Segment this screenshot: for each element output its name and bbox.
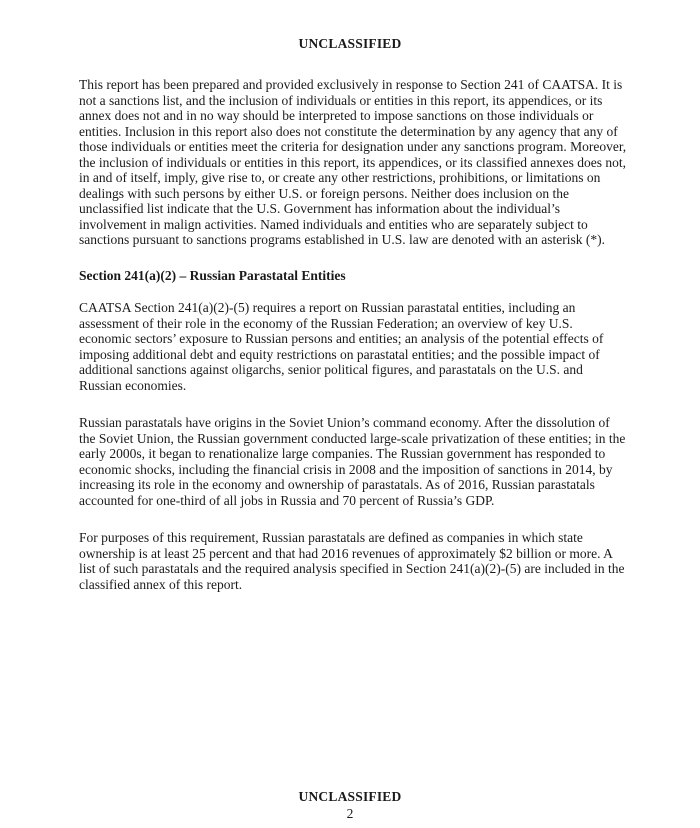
section-heading: Section 241(a)(2) – Russian Parastatal Entities	[79, 267, 346, 283]
section-paragraph-definition: For purposes of this requirement, Russian parastatals are defined as companies in which state ownership is at least 25 percent and that had 2016 revenues of approximately $2 billion or more. A list of such parastatals and the required analysis specified in Section 241(a)(2)-(5) are included in the classified annex of this report.	[79, 530, 625, 592]
header-classification-marking: UNCLASSIFIED	[298, 36, 402, 51]
section-paragraph-requirements: CAATSA Section 241(a)(2)-(5) requires a report on Russian parastatal entities, including an assessment of their role in the economy of the Russian Federation; an overview of key U.S. economic sectors’ exposure to Russian persons and entities; an analysis of the potential effects of imposing additional debt and equity restrictions on parastatal entities; and the possible impact of additional sanctions against oligarchs, senior political figures, and parastatals on the U.S. and Russian economies.	[79, 300, 604, 393]
page-number: 2	[346, 806, 354, 821]
section-paragraph-origins: Russian parastatals have origins in the Soviet Union’s command economy. After the dissolution of the Soviet Union, the Russian government conducted large-scale privatization of these entities; in the early 2000s, it began to renationalize large companies. The Russian government has responded to economic shocks, including the financial crisis in 2008 and the imposition of sanctions in 2014, by increasing its role in the economy and ownership of parastatals. As of 2016, Russian parastatals accounted for one-third of all jobs in Russia and 70 percent of Russia’s GDP.	[79, 415, 626, 508]
document-body	[79, 77, 627, 614]
disclaimer-paragraph: This report has been prepared and provided exclusively in response to Section 241 of CAATSA. It is not a sanctions list, and the inclusion of individuals or entities in this report, its appendices, or its annex does not and in no way should be interpreted to impose sanctions on those individuals or entities. Inclusion in this report also does not constitute the determination by any agency that any of those individuals or entities meet the criteria for designation under any sanctions program. Moreover, the inclusion of individuals or entities in this report, its appendices, or its classified annexes does not, in and of itself, imply, give rise to, or create any other restrictions, prohibitions, or limitations on dealings with such persons by either U.S. or foreign persons. Neither does inclusion on the unclassified list indicate that the U.S. Government has information about the individual’s involvement in malign activities. Named individuals and entities who are separately subject to sanctions pursuant to sanctions programs established in U.S. law are denoted with an asterisk (*).	[79, 77, 627, 247]
footer-classification-marking: UNCLASSIFIED	[298, 789, 402, 804]
